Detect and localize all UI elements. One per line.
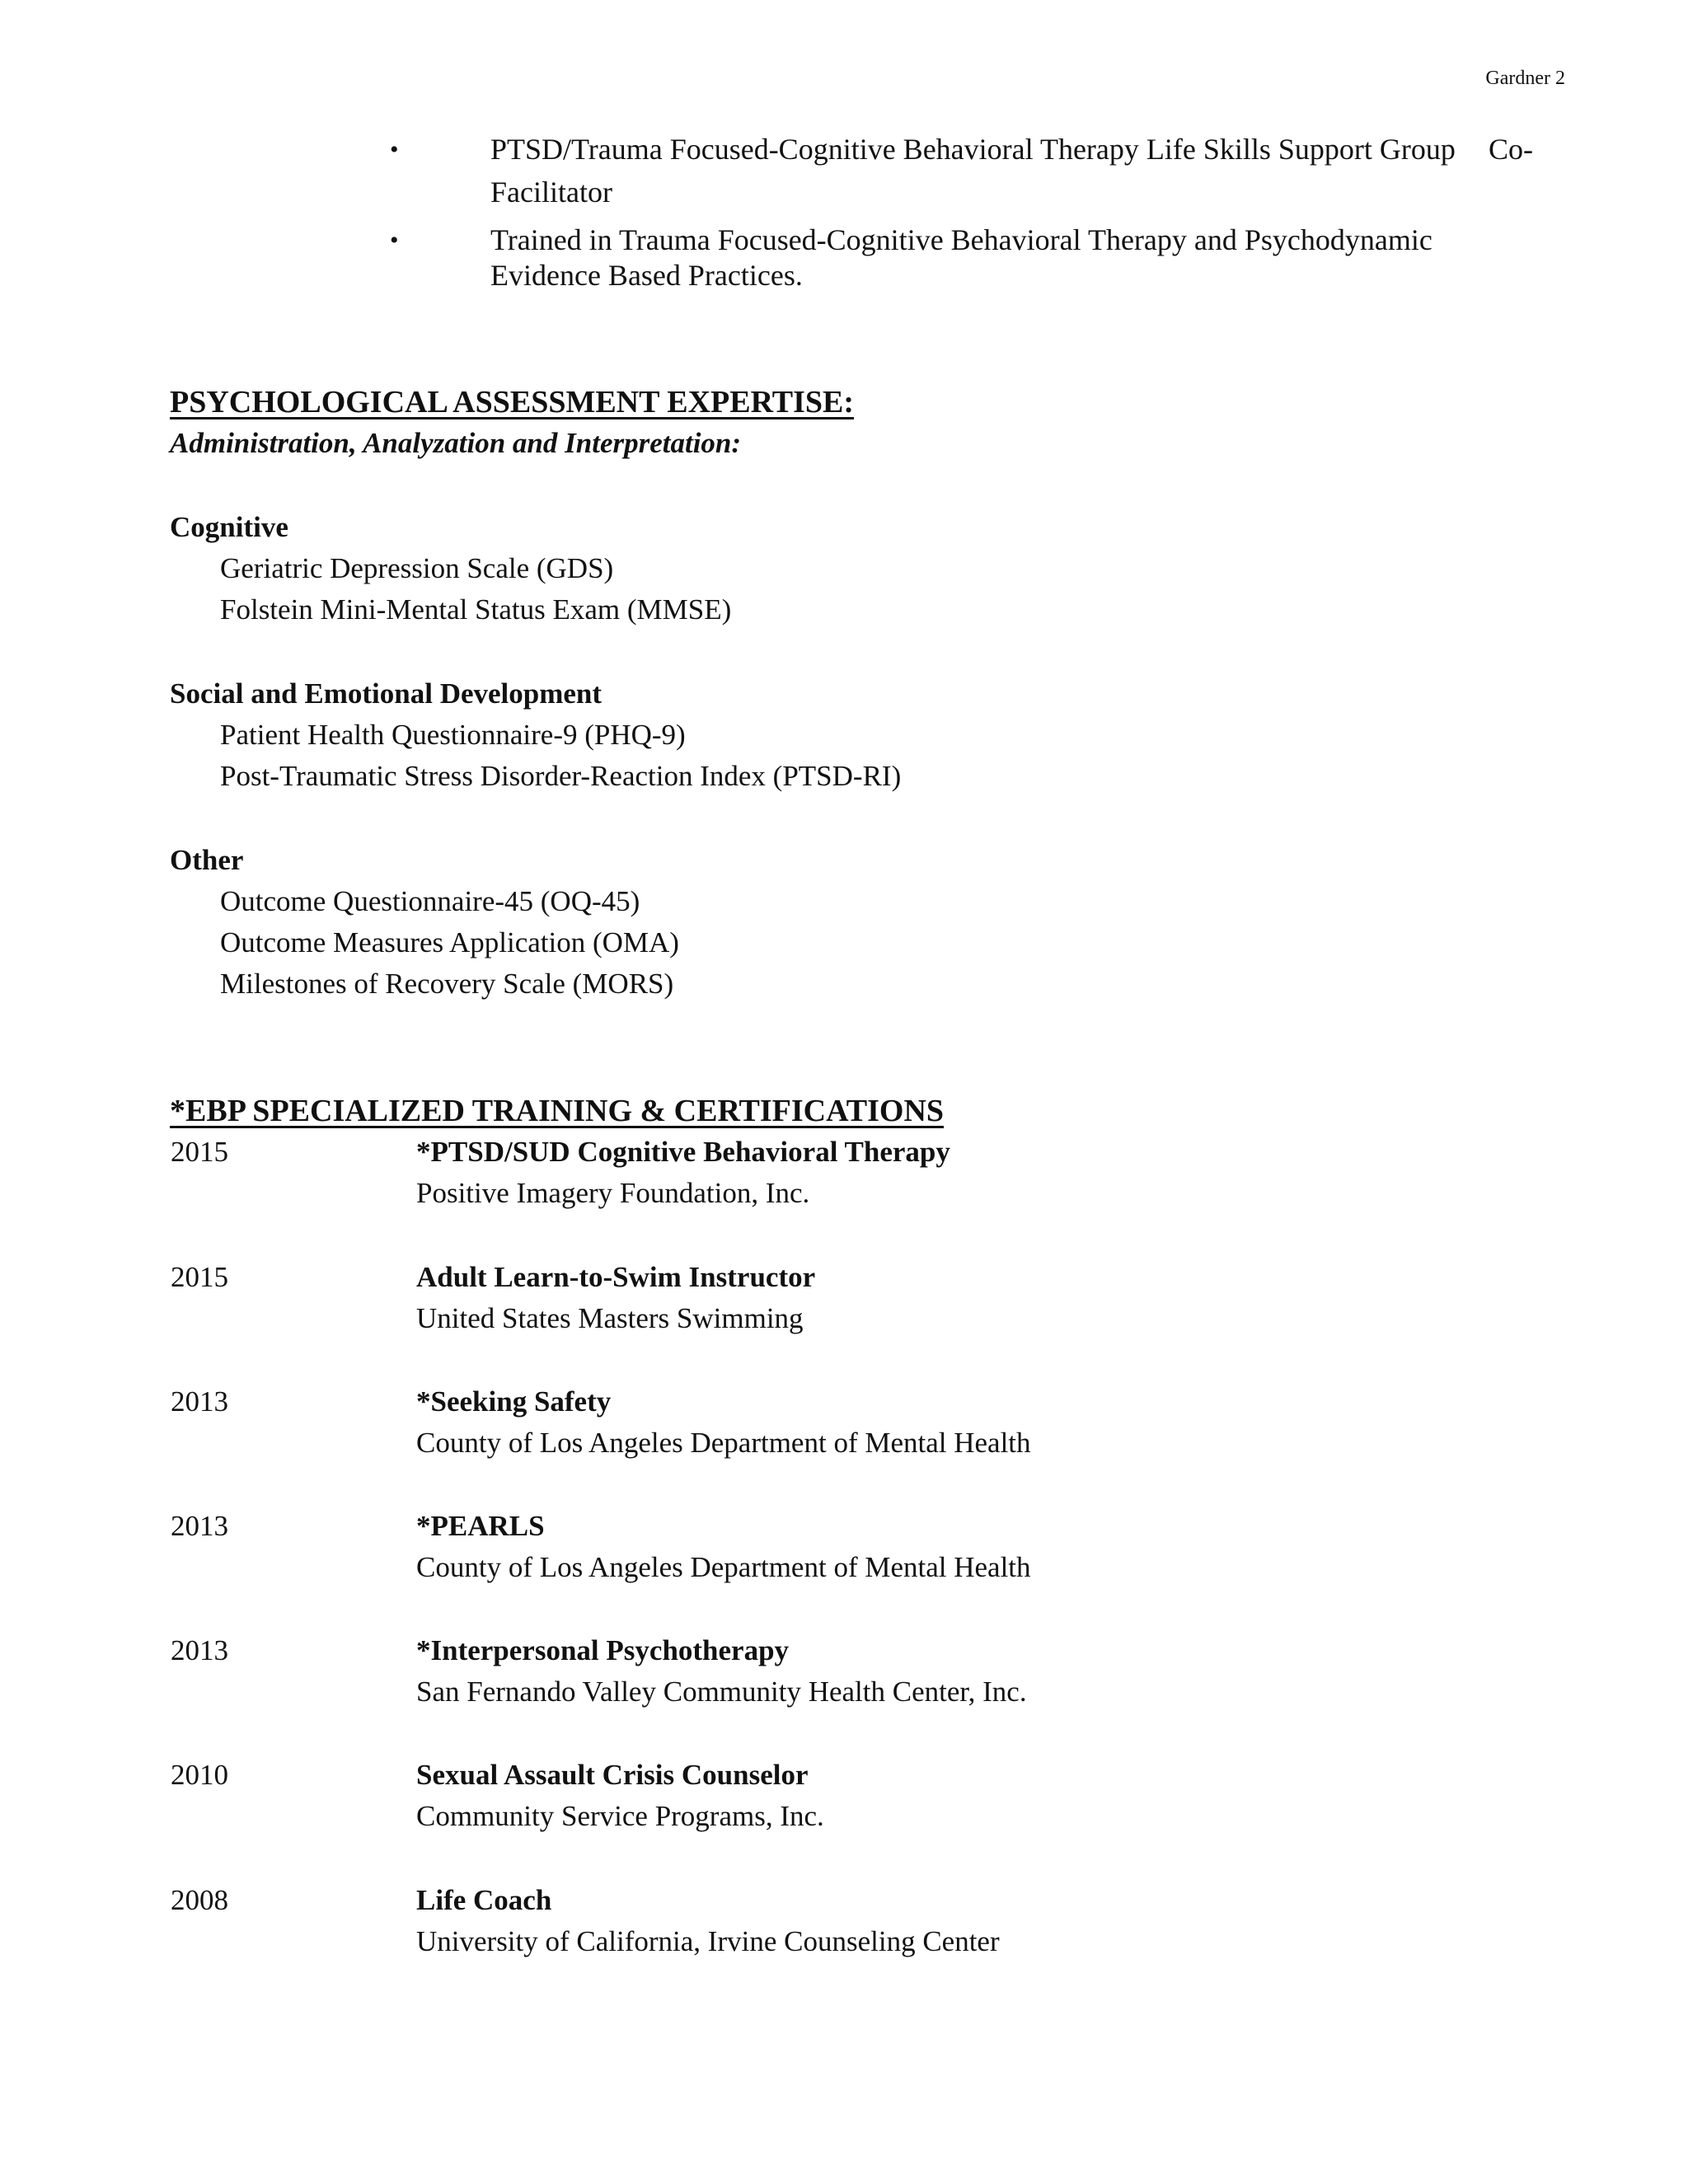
cert-title: Sexual Assault Crisis Counselor xyxy=(416,1759,809,1791)
cert-org: University of California, Irvine Counseling Center xyxy=(416,1925,1000,1957)
bullet-marker: • xyxy=(390,227,399,254)
assessment-item: Outcome Measures Application (OMA) xyxy=(220,926,679,958)
assessment-item: Folstein Mini-Mental Status Exam (MMSE) xyxy=(220,593,732,626)
section-title-training: *EBP SPECIALIZED TRAINING & CERTIFICATIONS xyxy=(170,1094,945,1128)
cert-year: 2010 xyxy=(171,1759,228,1791)
assessment-item: Patient Health Questionnaire-9 (PHQ-9) xyxy=(220,719,686,751)
cert-title: *PEARLS xyxy=(416,1510,545,1542)
cert-year: 2013 xyxy=(171,1634,228,1666)
cert-org: United States Masters Swimming xyxy=(416,1302,804,1334)
cert-title: *PTSD/SUD Cognitive Behavioral Therapy xyxy=(416,1136,950,1168)
group-title-cognitive: Cognitive xyxy=(170,511,288,543)
cert-year: 2013 xyxy=(171,1385,228,1418)
assessment-item: Milestones of Recovery Scale (MORS) xyxy=(220,968,674,1000)
cert-org: San Fernando Valley Community Health Center, Inc. xyxy=(416,1675,1027,1708)
bullet-line: Facilitator xyxy=(490,176,612,209)
page-header-name: Gardner 2 xyxy=(1485,68,1565,89)
cert-title: Life Coach xyxy=(416,1884,552,1916)
cert-year: 2015 xyxy=(171,1136,228,1168)
cert-title: *Interpersonal Psychotherapy xyxy=(416,1634,790,1666)
cert-title: *Seeking Safety xyxy=(416,1385,612,1418)
bullet-line: Trained in Trauma Focused-Cognitive Behavioral Therapy and Psychodynamic xyxy=(490,223,1432,256)
cert-title: Adult Learn-to-Swim Instructor xyxy=(416,1261,816,1293)
cert-org: County of Los Angeles Department of Mental Health xyxy=(416,1427,1031,1459)
cert-year: 2013 xyxy=(171,1510,228,1542)
bullet-line: PTSD/Trauma Focused-Cognitive Behavioral Therapy Life Skills Support Group xyxy=(490,133,1456,166)
cert-year: 2008 xyxy=(171,1884,228,1916)
section-title-assessment: PSYCHOLOGICAL ASSESSMENT EXPERTISE: xyxy=(170,385,854,419)
section-subtitle: Administration, Analyzation and Interpretation: xyxy=(170,427,742,459)
bullet-trailing: Co- xyxy=(1489,133,1533,166)
assessment-item: Post-Traumatic Stress Disorder-Reaction Index (PTSD-RI) xyxy=(220,760,902,792)
assessment-item: Geriatric Depression Scale (GDS) xyxy=(220,552,614,584)
cert-org: Positive Imagery Foundation, Inc. xyxy=(416,1177,810,1209)
cert-org: Community Service Programs, Inc. xyxy=(416,1800,824,1832)
cert-org: County of Los Angeles Department of Mental Health xyxy=(416,1551,1031,1583)
assessment-item: Outcome Questionnaire-45 (OQ-45) xyxy=(220,885,640,917)
bullet-marker: • xyxy=(390,136,399,163)
cert-year: 2015 xyxy=(171,1261,228,1293)
group-title-social-emotional: Social and Emotional Development xyxy=(170,677,603,710)
bullet-line: Evidence Based Practices. xyxy=(490,259,803,292)
group-title-other: Other xyxy=(170,844,244,876)
